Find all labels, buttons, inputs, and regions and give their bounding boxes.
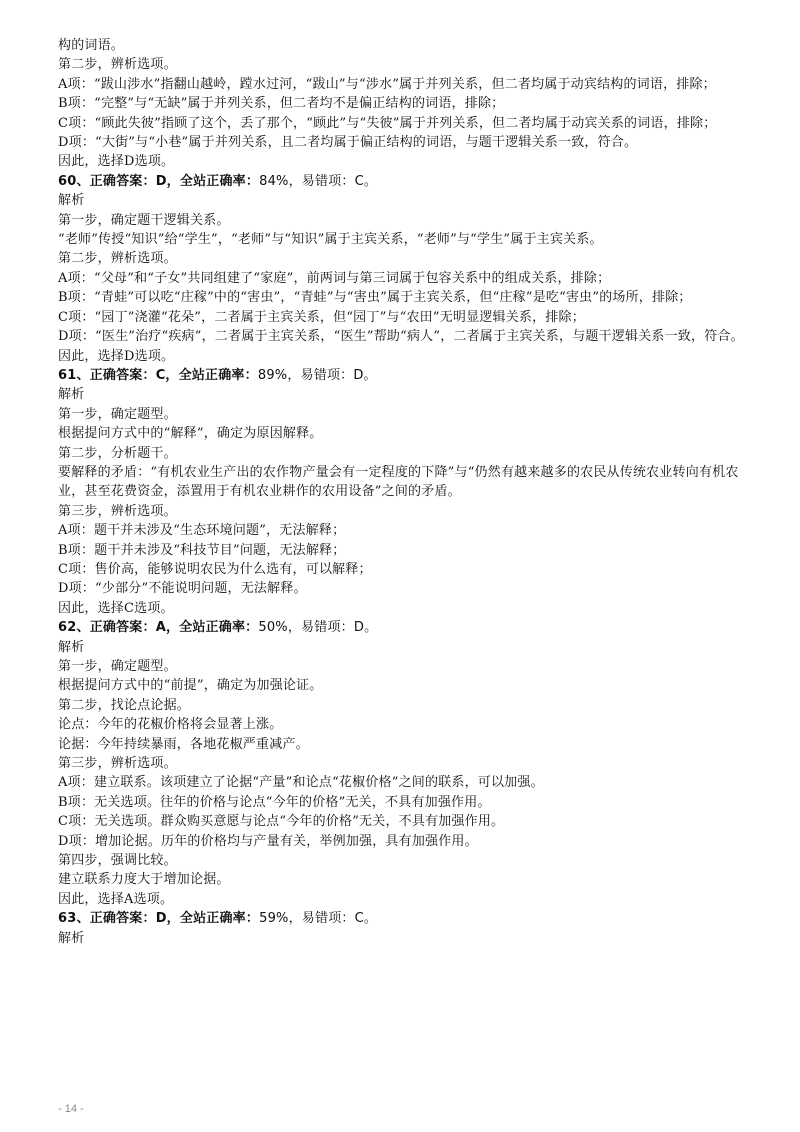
text-line: 因此，选择C选项。 xyxy=(58,600,174,616)
answer-heading xyxy=(58,618,758,637)
text-line: 论点：今年的花椒价格将会显著上涨。 xyxy=(58,717,283,733)
answer-heading-stats: 59%，易错项：C。 xyxy=(259,911,378,927)
text-line: A项：“跋山涉水”指翻山越岭，蹚水过河，“跋山”与“涉水”属于并列关系，但二者均属于动宾结构的词语，排除； xyxy=(58,76,716,92)
text-line: B项：无关选项。往年的价格与论点“今年的价格”无关，不具有加强作用。 xyxy=(58,794,491,810)
text-line: 因此，选择D选项。 xyxy=(58,348,175,364)
answer-heading-stats: 84%，易错项：C。 xyxy=(259,173,378,189)
text-line: 第三步，辨析选项。 xyxy=(58,756,177,772)
text-line: B项：题干并未涉及“科技节目”问题，无法解释； xyxy=(58,542,346,558)
document-page xyxy=(58,36,758,948)
text-line: 第二步，辨析选项。 xyxy=(58,251,177,267)
text-line: 第二步，辨析选项。 xyxy=(58,57,177,73)
text-line: 构的词语。 xyxy=(58,38,125,53)
answer-heading-label: 61、正确答案：C，全站正确率： xyxy=(58,367,258,383)
text-line: 第二步，找论点论据。 xyxy=(58,697,191,713)
text-line: 解析 xyxy=(58,930,85,946)
answer-heading xyxy=(58,909,758,928)
text-line: 建立联系力度大于增加论据。 xyxy=(58,872,230,888)
text-line: 因此，选择D选项。 xyxy=(58,154,175,170)
answer-heading-label: 63、正确答案：D，全站正确率： xyxy=(58,911,260,927)
text-line: B项：“完整”与“无缺”属于并列关系，但二者均不是偏正结构的词语，排除； xyxy=(58,96,505,112)
text-line: 第一步，确定题干逻辑关系。 xyxy=(58,212,230,228)
text-line: A项：建立联系。该项建立了论据“产量”和论点“花椒价格”之间的联系，可以加强。 xyxy=(58,775,544,791)
text-line: 解析 xyxy=(58,193,85,209)
answer-heading-label: 62、正确答案：A，全站正确率： xyxy=(58,620,259,636)
text-line: 根据提问方式中的“前提”，确定为加强论证。 xyxy=(58,678,323,694)
text-line: B项：“青蛙”可以吃“庄稼”中的“害虫”，“青蛙”与“害虫”属于主宾关系，但“庄稼”是吃“害虫”的场所，排除； xyxy=(58,290,692,306)
answer-heading xyxy=(58,172,758,191)
text-line: “老师”传授“知识”给“学生”，“老师”与“知识”属于主宾关系，“老师”与“学生”属于主宾关系。 xyxy=(58,232,603,248)
text-line: 解析 xyxy=(58,639,85,655)
text-line: 第一步，确定题型。 xyxy=(58,406,177,422)
text-line: 第二步，分析题干。 xyxy=(58,445,177,461)
text-line: 根据提问方式中的“解释”，确定为原因解释。 xyxy=(58,426,323,442)
text-line: D项：增加论据。历年的价格均与产量有关，举例加强，具有加强作用。 xyxy=(58,833,478,849)
text-line: 第四步，强调比较。 xyxy=(58,853,177,869)
text-line: 第三步，辨析选项。 xyxy=(58,503,177,519)
text-line: 论据：今年持续暴雨，各地花椒严重减产。 xyxy=(58,736,309,752)
answer-heading-stats: 89%，易错项：D。 xyxy=(257,367,377,383)
text-line: A项：“父母”和“子女”共同组建了“家庭”，前两词与第三词属于包容关系中的组成关系，排除； xyxy=(58,270,611,286)
page-number: - 14 - xyxy=(58,1103,84,1115)
text-line: D项：“医生”治疗“疾病”，二者属于主宾关系，“医生”帮助“病人”，二者属于主宾关系，与题干逻辑关系一致，符合。 xyxy=(58,329,744,345)
text-line: 第一步，确定题型。 xyxy=(58,659,177,674)
answer-heading xyxy=(58,366,758,385)
text-line: 因此，选择A选项。 xyxy=(58,891,174,907)
answer-heading-stats: 50%，易错项：D。 xyxy=(258,620,378,636)
text-line: C项：售价高，能够说明农民为什么选有，可以解释； xyxy=(58,561,372,577)
text-line: C项：无关选项。群众购买意愿与论点“今年的价格”无关，不具有加强作用。 xyxy=(58,814,505,830)
text-line: C项：“顾此失彼”指顾了这个，丢了那个，“顾此”与“失彼”属于并列关系，但二者均属于动宾关系的词语，排除； xyxy=(58,115,717,131)
text-line: D项：“大街”与“小巷”属于并列关系，且二者均属于偏正结构的词语，与题干逻辑关系一致，符合。 xyxy=(58,135,638,151)
answer-heading-label: 60、正确答案：D，全站正确率： xyxy=(58,173,260,189)
text-line: 解析 xyxy=(58,387,85,403)
text-line: C项：“园丁”浇灌“花朵”，二者属于主宾关系，但“园丁”与“农田”无明显逻辑关系，排除； xyxy=(58,309,585,325)
text-line: A项：题干并未涉及“生态环境问题”，无法解释； xyxy=(58,523,346,539)
text-line: D项：“少部分”不能说明问题，无法解释。 xyxy=(58,581,307,597)
text-line: 要解释的矛盾：“有机农业生产出的农作物产量会有一定程度的下降”与“仍然有越来越多的农民从传统农业转向有机农业，甚至花费资金，添置用于有机农业耕作的农用设备”之间的矛盾。 xyxy=(58,464,739,500)
